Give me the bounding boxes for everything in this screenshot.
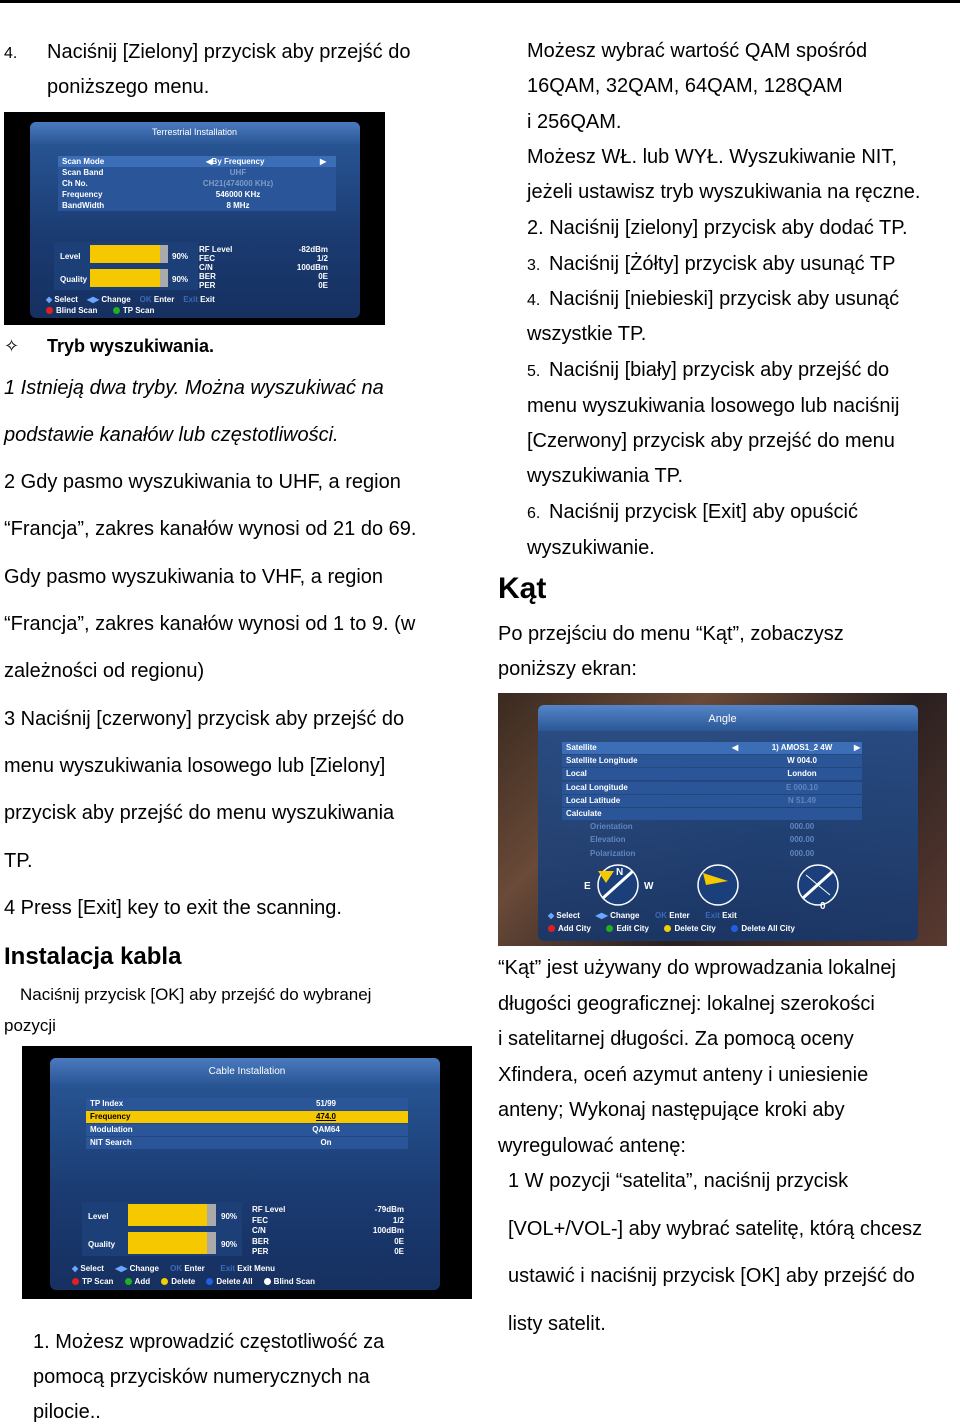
kat-heading: Kąt (498, 572, 547, 605)
paragraph-line: menu wyszukiwania losowego lub naciśnij (527, 395, 900, 417)
menu-row[interactable] (58, 178, 336, 189)
menu-row[interactable] (86, 1098, 408, 1110)
level-bar (128, 1204, 207, 1226)
menu-row-label: Scan Mode (62, 157, 105, 166)
menu-row[interactable] (562, 795, 862, 807)
paragraph-line: TP. (4, 850, 33, 872)
menu-row-value: 546000 KHz (215, 190, 261, 199)
paragraph-line: Możesz WŁ. lub WYŁ. Wyszukiwanie NIT, (527, 146, 897, 168)
menu-row[interactable] (562, 742, 862, 754)
menu-row[interactable] (58, 156, 336, 167)
section-title: Tryb wyszukiwania. (47, 336, 215, 356)
menu-row[interactable] (562, 755, 862, 767)
menu-row-label: Ch No. (62, 179, 88, 188)
paragraph-line: pomocą przycisków numerycznych na (33, 1366, 370, 1388)
menu-row (562, 834, 862, 846)
quality-percent: 90% (172, 275, 189, 284)
paragraph-line: długości geograficznej: lokalnej szerokości (498, 993, 875, 1015)
menu-row-value: 8 MHz (226, 201, 250, 210)
legend-row-2: Blind Scan TP Scan (46, 306, 154, 315)
paragraph-line: Naciśnij [biały] przycisk aby przejść do (549, 359, 890, 381)
paragraph-line: zależności od regionu) (4, 660, 205, 682)
level-bar (90, 245, 160, 263)
paragraph-line: listy satelit. (508, 1313, 606, 1335)
stat-value: 0E (394, 1247, 404, 1256)
paragraph-line: 2 Gdy pasmo wyszukiwania to UHF, a region (4, 471, 401, 493)
yellow-button-icon (664, 925, 671, 932)
paragraph-line: Xfindera, oceń azymut anteny i uniesienie (498, 1064, 869, 1086)
paragraph-line: podstawie kanałów lub częstotliwości. (4, 424, 339, 446)
menu-row-label: Calculate (566, 809, 602, 818)
menu-row-label: Local Latitude (566, 795, 621, 805)
blue-button-icon (206, 1278, 213, 1285)
step-number: 5. (527, 363, 541, 380)
stat-value: 100dBm (372, 1226, 404, 1235)
stat-label: PER (199, 281, 216, 290)
paragraph-line: wyszukiwanie. (527, 537, 655, 559)
paragraph-line: 16QAM, 32QAM, 64QAM, 128QAM (527, 75, 843, 97)
menu-row-value: On (320, 1138, 332, 1147)
paragraph-line: pilocie.. (33, 1401, 101, 1423)
stat-value: 0E (318, 281, 328, 290)
paragraph-line: poniższy ekran: (498, 658, 637, 680)
stat-value: 100dBm (296, 263, 328, 272)
red-button-icon (548, 925, 555, 932)
menu-row-value: 000.00 (789, 835, 815, 845)
green-button-icon (606, 925, 613, 932)
stat-label: C/N (252, 1226, 266, 1235)
stat-label: PER (252, 1247, 269, 1256)
terrestrial-installation-screen (4, 112, 385, 325)
menu-row-label: Polarization (590, 848, 636, 858)
stat-label: BER (252, 1236, 269, 1246)
paragraph-line: przycisk aby przejść do menu wyszukiwania (4, 802, 395, 824)
top-rule (0, 0, 960, 3)
menu-row-value: 000.00 (789, 848, 815, 858)
menu-row-label: Satellite (566, 743, 597, 752)
menu-row-label: Elevation (590, 835, 626, 845)
bullet-icon: ✧ (4, 336, 20, 356)
legend-row-1: ◆ Select ◀▶ Change OK Enter Exit Exit (46, 295, 215, 304)
paragraph-line: 2. Naciśnij [zielony] przycisk aby dodać TP. (527, 217, 908, 239)
paragraph-line: 1 W pozycji “satelita”, naciśnij przycisk (508, 1170, 849, 1192)
paragraph-line: Po przejściu do menu “Kąt”, zobaczysz (498, 623, 844, 645)
level-percent: 90% (172, 252, 189, 261)
stat-value: -82dBm (298, 245, 328, 254)
paragraph-line: “Kąt” jest używany do wprowadzania lokalnej (498, 957, 896, 979)
stat-value: 0E (318, 272, 328, 281)
green-button-icon (113, 307, 120, 314)
arrow-right-icon[interactable]: ▶ (854, 743, 861, 752)
level-label: Level (88, 1212, 109, 1221)
menu-row-label: Scan Band (62, 168, 104, 177)
updown-icon: ◆ (72, 1264, 79, 1273)
step-number: 4. (4, 45, 18, 62)
white-button-icon (264, 1278, 271, 1285)
paragraph-line: [Czerwony] przycisk aby przejść do menu (527, 430, 895, 452)
paragraph-line: “Francja”, zakres kanałów wynosi od 1 to 9. (w (4, 613, 416, 635)
menu-row-value: UHF (229, 168, 247, 177)
paragraph-line: Naciśnij przycisk [OK] aby przejść do wybranej (20, 985, 372, 1004)
menu-row-value: E 000.10 (785, 782, 819, 792)
updown-icon: ◆ (46, 295, 53, 304)
paragraph-line: menu wyszukiwania losowego lub [Zielony] (4, 755, 386, 777)
legend-row-2: Add City Edit City Delete City Delete All City (548, 924, 795, 933)
menu-row-value: 51/99 (315, 1099, 337, 1108)
stat-label: FEC (199, 254, 215, 263)
green-button-icon (125, 1278, 132, 1285)
menu-row-label: Satellite Longitude (566, 756, 638, 766)
updown-icon: ◆ (548, 911, 555, 920)
stat-label: C/N (199, 263, 213, 272)
blue-button-icon (731, 925, 738, 932)
paragraph-line: pozycji (4, 1016, 56, 1035)
paragraph-line: Naciśnij [Żółty] przycisk aby usunąć TP (549, 253, 896, 275)
paragraph-line: Naciśnij przycisk [Exit] aby opuścić (549, 501, 858, 523)
stat-value: -79dBm (374, 1205, 404, 1214)
stat-label: RF Level (252, 1205, 286, 1214)
paragraph-line: 1. Możesz wprowadzić częstotliwość za (33, 1331, 385, 1353)
paragraph-line: 1 Istnieją dwa tryby. Można wyszukiwać na (4, 377, 384, 399)
menu-row (562, 848, 862, 860)
paragraph-line: “Francja”, zakres kanałów wynosi od 21 do 69. (4, 518, 417, 540)
quality-label: Quality (60, 275, 88, 284)
menu-row (562, 821, 862, 833)
leftright-icon: ◀▶ (115, 1264, 128, 1273)
stat-value: 1/2 (392, 1215, 404, 1225)
menu-row-label: Local Longitude (566, 782, 628, 792)
angle-screen (498, 693, 947, 946)
paragraph-line: Możesz wybrać wartość QAM spośród (527, 40, 868, 62)
paragraph-line: Gdy pasmo wyszukiwania to VHF, a region (4, 566, 384, 588)
step-number: 3. (527, 257, 541, 274)
paragraph-line: [VOL+/VOL-] aby wybrać satelitę, którą chcesz (508, 1218, 923, 1240)
stat-value: 0E (394, 1236, 404, 1246)
cable-heading: Instalacja kabla (4, 943, 182, 970)
level-label: Level (60, 252, 81, 261)
menu-row[interactable] (562, 768, 862, 780)
screen-title: Cable Installation (208, 1066, 286, 1077)
menu-row-label: Frequency (62, 190, 103, 199)
menu-row-label: Orientation (590, 822, 633, 832)
menu-row-value: 000.00 (789, 822, 815, 832)
menu-row-label: NIT Search (90, 1138, 132, 1147)
menu-row-value: 1) AMOS1_2 4W (771, 743, 833, 752)
compass-zero: 0 (820, 901, 826, 912)
menu-row-label: Modulation (90, 1125, 133, 1134)
quality-bar (90, 269, 160, 287)
quality-label: Quality (88, 1240, 116, 1249)
legend-row-1: ◆ Select ◀▶ Change OK Enter Exit Exit Menu (72, 1264, 276, 1273)
menu-row-value: London (787, 769, 817, 779)
step-number: 4. (527, 292, 541, 309)
stat-value: 1/2 (316, 254, 328, 263)
leftright-icon: ◀▶ (595, 911, 608, 920)
screen-title: Terrestrial Installation (151, 127, 238, 137)
level-percent: 90% (221, 1212, 238, 1221)
screen-title: Angle (708, 713, 737, 725)
menu-row-label: TP Index (90, 1099, 124, 1108)
menu-row-label: Frequency (90, 1112, 131, 1121)
stat-label: BER (199, 272, 216, 281)
quality-bar (128, 1232, 207, 1254)
stat-label: RF Level (199, 245, 233, 254)
paragraph-line: i 256QAM. (527, 111, 622, 133)
paragraph-line: Naciśnij [niebieski] przycisk aby usunąć (549, 288, 900, 310)
cable-installation-screen (22, 1046, 472, 1299)
paragraph-line: ustawić i naciśnij przycisk [OK] aby przejść do (508, 1265, 915, 1287)
compass-north: N (616, 867, 624, 878)
menu-row[interactable] (86, 1124, 408, 1136)
paragraph-line: i satelitarnej długości. Za pomocą oceny (498, 1028, 854, 1050)
paragraph-line: 3 Naciśnij [czerwony] przycisk aby przejść do (4, 708, 405, 730)
menu-row[interactable] (562, 782, 862, 794)
paragraph-line: wyregulować antenę: (498, 1135, 686, 1157)
compass-east: E (584, 881, 591, 892)
menu-row-value: 474.0 (315, 1112, 337, 1121)
paragraph-line: anteny; Wykonaj następujące kroki aby (498, 1099, 845, 1121)
legend-row-1: ◆ Select ◀▶ Change OK Enter Exit Exit (548, 911, 737, 920)
paragraph-line: 4 Press [Exit] key to exit the scanning. (4, 897, 342, 919)
menu-row-value: QAM64 (312, 1125, 340, 1134)
compass-west: W (644, 881, 654, 892)
menu-row-value: By Frequency (211, 157, 265, 166)
arrow-left-icon[interactable]: ◀ (732, 743, 739, 752)
menu-row[interactable] (58, 189, 336, 200)
legend-row-2: TP Scan Add Delete Delete All Blind Scan (72, 1277, 315, 1286)
menu-row[interactable] (562, 808, 862, 820)
compass-elevation-icon (698, 865, 738, 905)
arrow-left-icon[interactable]: ◀ (206, 157, 213, 166)
quality-percent: 90% (221, 1240, 238, 1249)
menu-row-value: W 004.0 (787, 756, 817, 766)
red-button-icon (72, 1278, 79, 1285)
menu-row[interactable] (86, 1111, 408, 1123)
leftright-icon: ◀▶ (86, 295, 100, 304)
menu-row-label: Local (566, 769, 587, 779)
stat-label: FEC (252, 1215, 268, 1225)
red-button-icon (46, 307, 53, 314)
menu-row[interactable] (58, 167, 336, 178)
step-number: 6. (527, 505, 541, 522)
step-text: poniższego menu. (47, 76, 210, 98)
menu-row[interactable] (86, 1137, 408, 1149)
menu-row-value: N 51.49 (787, 795, 817, 805)
step-text: Naciśnij [Zielony] przycisk aby przejść do (47, 41, 411, 63)
paragraph-line: jeżeli ustawisz tryb wyszukiwania na ręczne. (527, 181, 921, 203)
arrow-right-icon[interactable]: ▶ (320, 157, 327, 166)
menu-row-label: BandWidth (62, 201, 105, 210)
paragraph-line: wyszukiwania TP. (527, 465, 683, 487)
yellow-button-icon (161, 1278, 168, 1285)
menu-row[interactable] (58, 200, 336, 211)
menu-row-value: CH21(474000 KHz) (202, 179, 274, 188)
paragraph-line: wszystkie TP. (527, 323, 647, 345)
